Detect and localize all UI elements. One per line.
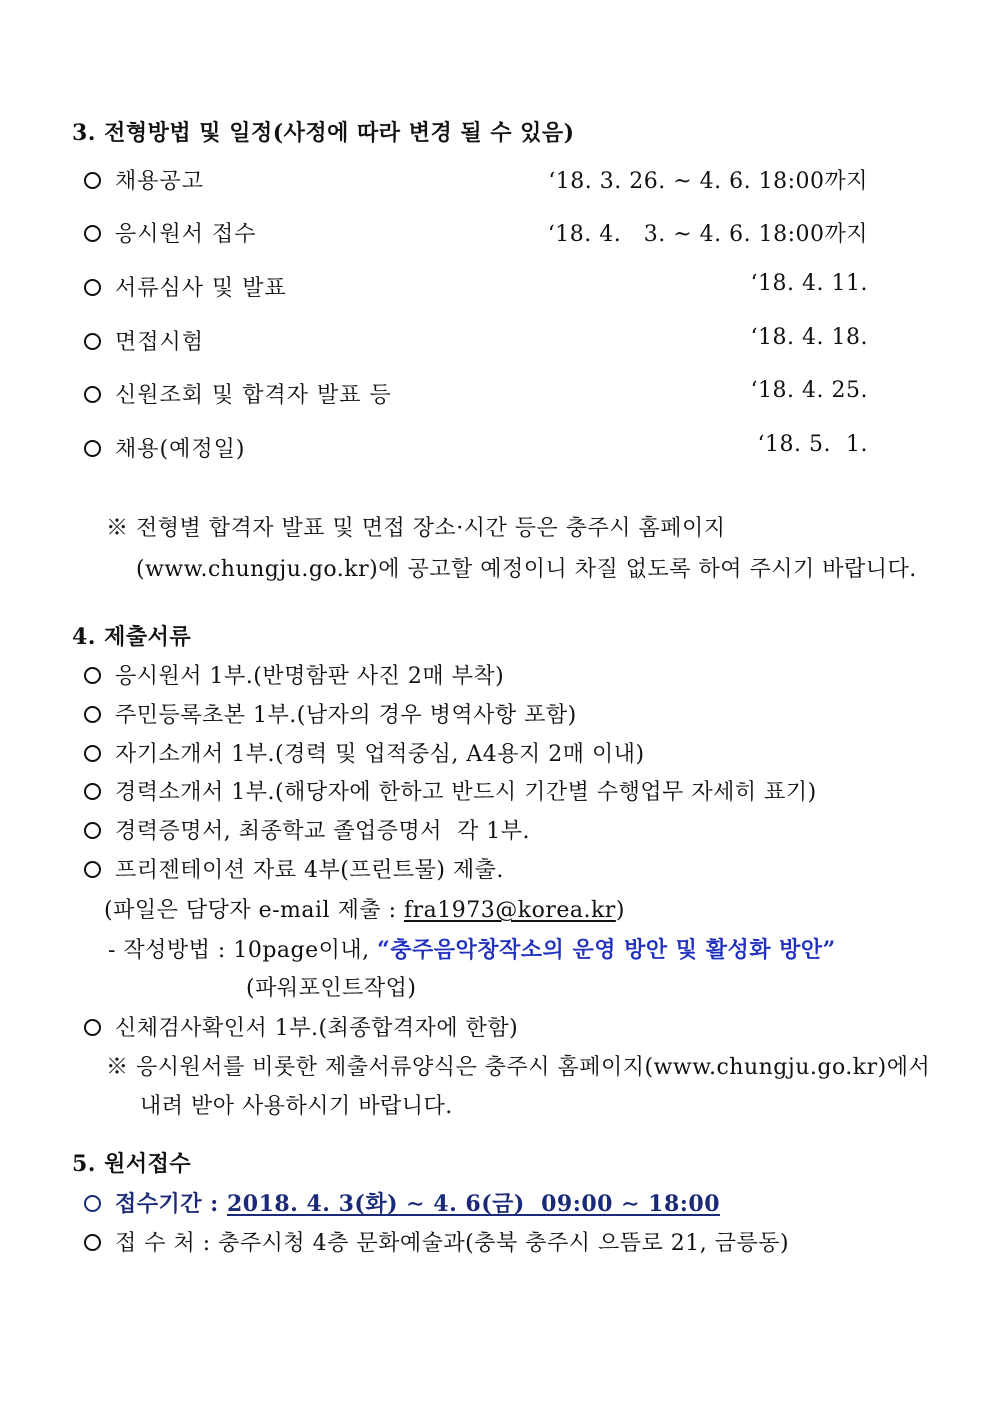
- place-value: 충주시청 4층 문화예술과(충북 충주시 으뜸로 21, 금릉동): [218, 1231, 790, 1256]
- list-item: 프리젠테이션 자료 4부(프린트물) 제출.: [84, 853, 504, 884]
- section-4-heading: 4. 제출서류: [72, 624, 192, 650]
- list-item: 신체검사확인서 1부.(최종합격자에 한함): [84, 1011, 518, 1042]
- form-note-line1: ※ 응시원서를 비롯한 제출서류양식은 충주시 홈페이지(www.chungju.go.kr)에서: [106, 1055, 931, 1080]
- circle-bullet-icon: [84, 440, 101, 457]
- period-value: 2018. 4. 3(화) ∼ 4. 6(금) 09:00 ∼ 18:00: [226, 1191, 721, 1217]
- circle-bullet-icon: [84, 1195, 101, 1212]
- schedule-label: 채용(예정일): [115, 437, 246, 462]
- list-item: 응시원서 1부.(반명함판 사진 2매 부착): [84, 659, 504, 690]
- form-note-line2: 내려 받아 사용하시기 바랍니다.: [140, 1094, 453, 1119]
- schedule-label: 채용공고: [115, 169, 205, 194]
- schedule-date: ‘18. 4. 25.: [750, 378, 868, 403]
- list-item: 주민등록초본 1부.(남자의 경우 병역사항 포함): [84, 698, 577, 729]
- circle-bullet-icon: [84, 706, 101, 723]
- presentation-topic: “충주음악창작소의 운영 방안 및 활성화 방안”: [377, 937, 836, 963]
- list-item: 경력소개서 1부.(해당자에 한하고 반드시 기간별 수행업무 자세히 표기): [84, 775, 817, 806]
- circle-bullet-icon: [84, 745, 101, 762]
- schedule-date: ‘18. 3. 26. ~ 4. 6. 18:00까지: [548, 169, 868, 194]
- schedule-label: 응시원서 접수: [115, 222, 257, 247]
- circle-bullet-icon: [84, 333, 101, 350]
- schedule-label: 서류심사 및 발표: [115, 276, 287, 301]
- application-period: [84, 1187, 720, 1218]
- list-item: 경력증명서, 최종학교 졸업증명서 각 1부.: [84, 814, 530, 845]
- circle-bullet-icon: [84, 172, 101, 189]
- circle-bullet-icon: [84, 667, 101, 684]
- file-submission-note: (파일은 담당자 e-mail 제출 : fra1973@korea.kr): [104, 898, 625, 923]
- schedule-date: ‘18. 5. 1.: [757, 432, 868, 457]
- circle-bullet-icon: [84, 386, 101, 403]
- schedule-date: ‘18. 4. 3. ~ 4. 6. 18:00까지: [547, 222, 868, 247]
- circle-bullet-icon: [84, 822, 101, 839]
- place-label: 접 수 처 :: [115, 1231, 219, 1256]
- circle-bullet-icon: [84, 861, 101, 878]
- schedule-note-line1: ※ 전형별 합격자 발표 및 면접 장소·시간 등은 충주시 홈페이지: [106, 516, 726, 541]
- section-3-heading: 3. 전형방법 및 일정(사정에 따라 변경 될 수 있음): [72, 120, 575, 146]
- application-place: [84, 1226, 789, 1257]
- schedule-note-line2: (www.chungju.go.kr)에 공고할 예정이니 차질 없도록 하여 주시기 바랍니다.: [136, 557, 917, 582]
- circle-bullet-icon: [84, 783, 101, 800]
- circle-bullet-icon: [84, 279, 101, 296]
- period-label: 접수기간 :: [115, 1191, 227, 1217]
- section-5-heading: 5. 원서접수: [72, 1151, 192, 1177]
- schedule-date: ‘18. 4. 11.: [750, 271, 868, 296]
- list-item: 자기소개서 1부.(경력 및 업적중심, A4용지 2매 이내): [84, 737, 645, 768]
- schedule-label: 신원조회 및 합격자 발표 등: [115, 383, 392, 408]
- circle-bullet-icon: [84, 1019, 101, 1036]
- schedule-date: ‘18. 4. 18.: [750, 325, 868, 350]
- email-link[interactable]: fra1973@korea.kr: [403, 898, 616, 923]
- circle-bullet-icon: [84, 225, 101, 242]
- writing-method: - 작성방법 : 10page이내, “충주음악창작소의 운영 방안 및 활성화 방안”: [108, 937, 836, 963]
- schedule-label: 면접시험: [115, 330, 205, 355]
- circle-bullet-icon: [84, 1234, 101, 1251]
- writing-method-sub: (파워포인트작업): [246, 976, 417, 1001]
